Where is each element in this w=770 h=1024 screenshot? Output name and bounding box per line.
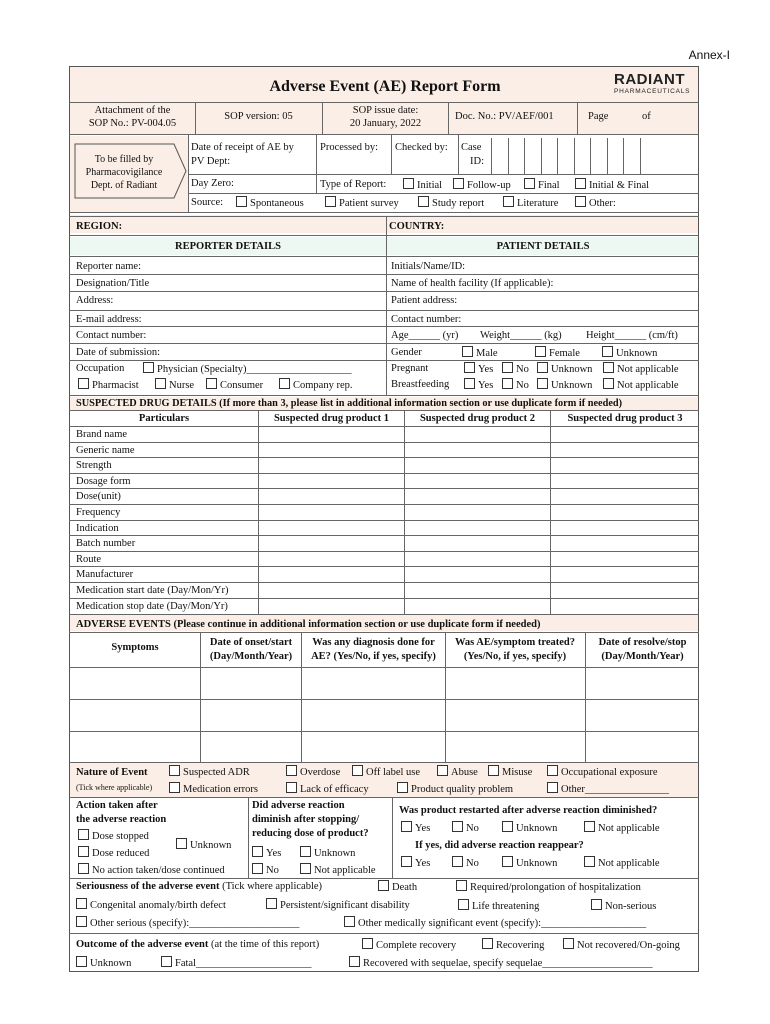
restart-unknown[interactable]: Unknown <box>502 821 557 835</box>
source-spontaneous[interactable]: Spontaneous <box>236 196 304 210</box>
nature-quality-problem[interactable]: Product quality problem <box>397 782 513 796</box>
radiant-logo: RADIANT PHARMACEUTICALS <box>614 71 691 95</box>
outcome-fatal[interactable]: Fatal______________________ <box>161 956 312 970</box>
diagnosis-header-2: AE? (Yes/No, if yes, specify) <box>311 651 436 662</box>
drug-row-label: Strength <box>76 460 112 472</box>
drug-row-divider <box>69 535 699 536</box>
source-other[interactable]: Other: <box>575 196 616 210</box>
reporter-details-heading: REPORTER DETAILS <box>175 241 281 252</box>
source-literature[interactable]: Literature <box>503 196 558 210</box>
onset-header-2: (Day/Month/Year) <box>209 651 293 662</box>
reappear-not-applicable[interactable]: Not applicable <box>584 856 660 870</box>
nature-other[interactable]: Other________________ <box>547 782 669 796</box>
reporter-address-label: Address: <box>76 295 114 306</box>
pv-arrow-line1: To be filled by <box>94 154 154 165</box>
serious-hospitalization[interactable]: Required/prolongation of hospitalization <box>456 880 641 894</box>
outcome-label: Outcome of the adverse event (at the time of this report) <box>76 939 320 950</box>
particulars-header: Particulars <box>138 413 190 424</box>
symptoms-header: Symptoms <box>111 642 159 653</box>
checked-by-label: Checked by: <box>395 142 448 153</box>
diminish-no[interactable]: No <box>252 863 279 877</box>
country-label: COUNTRY: <box>389 221 445 232</box>
drug-1-header: Suspected drug product 1 <box>273 413 390 424</box>
breastfeeding-not-applicable[interactable]: Not applicable <box>603 378 679 392</box>
action-label-2: the adverse reaction <box>76 814 167 825</box>
case-id-label-2: ID: <box>470 156 484 167</box>
report-type-initial[interactable]: Initial <box>403 178 442 192</box>
outcome-not-recovered[interactable]: Not recovered/On-going <box>563 938 680 952</box>
drug-row-label: Indication <box>76 522 119 534</box>
pregnant-not-applicable[interactable]: Not applicable <box>603 362 679 376</box>
serious-death[interactable]: Death <box>378 880 417 894</box>
reappear-no[interactable]: No <box>452 856 479 870</box>
drug-row-divider <box>69 488 699 489</box>
nature-abuse[interactable]: Abuse <box>437 765 478 779</box>
restart-no[interactable]: No <box>452 821 479 835</box>
annex-label: Annex-I <box>688 48 730 62</box>
weight-field: Weight______ (kg) <box>480 330 562 341</box>
occupation-physician[interactable]: Physician (Specialty)____________________ <box>143 362 352 376</box>
email-label: E-mail address: <box>76 314 142 325</box>
nature-occupational[interactable]: Occupational exposure <box>547 765 658 779</box>
processed-by-label: Processed by: <box>320 142 379 153</box>
diminish-label: Did adverse reaction <box>252 800 345 811</box>
onset-header: Date of onset/start <box>209 637 293 648</box>
serious-non-serious[interactable]: Non-serious <box>591 899 656 913</box>
serious-other[interactable]: Other serious (specify):_____________________ <box>76 916 299 930</box>
occupation-label: Occupation <box>76 363 125 374</box>
action-dose-reduced[interactable]: Dose reduced <box>78 846 149 860</box>
nature-misuse[interactable]: Misuse <box>488 765 532 779</box>
diminish-not-applicable[interactable]: Not applicable <box>300 863 376 877</box>
diminish-label-2: diminish after stopping/ <box>252 814 360 825</box>
drug-row-label: Generic name <box>76 444 135 456</box>
report-type-initial-final[interactable]: Initial & Final <box>575 178 649 192</box>
drug-row-label: Brand name <box>76 429 128 440</box>
outcome-unknown[interactable]: Unknown <box>76 956 131 970</box>
drug-row-label: Medication start date (Day/Mon/Yr) <box>76 585 229 596</box>
case-id-label: Case <box>461 142 482 153</box>
nature-sub: (Tick where applicable) <box>76 783 153 792</box>
nature-label: Nature of Event <box>76 767 148 778</box>
drug-row-divider <box>69 582 699 583</box>
drug-row-divider <box>69 504 699 505</box>
patient-contact-label: Contact number: <box>391 314 462 325</box>
pregnant-no[interactable]: No <box>502 362 529 376</box>
patient-address-label: Patient address: <box>391 295 458 306</box>
pregnant-yes[interactable]: Yes <box>464 362 493 376</box>
health-facility-label: Name of health facility (If applicable): <box>391 278 554 289</box>
patient-details-heading: PATIENT DETAILS <box>496 241 590 252</box>
reappear-unknown[interactable]: Unknown <box>502 856 557 870</box>
nature-off-label[interactable]: Off label use <box>352 765 420 779</box>
sop-issue-label: SOP issue date: <box>352 105 419 116</box>
resolve-header: Date of resolve/stop <box>598 637 687 648</box>
pregnant-unknown[interactable]: Unknown <box>537 362 592 376</box>
occupation-pharmacist[interactable]: Pharmacist <box>78 378 139 392</box>
outcome-recovering[interactable]: Recovering <box>482 938 544 952</box>
report-type-label: Type of Report: <box>320 179 387 190</box>
outcome-sequelae[interactable]: Recovered with sequelae, specify sequelae_____________________ <box>349 956 653 970</box>
seriousness-label: Seriousness of the adverse event (Tick where applicable) <box>76 881 323 892</box>
diminish-label-3: reducing dose of product? <box>252 828 369 839</box>
action-no-action[interactable]: No action taken/dose continued <box>78 863 225 877</box>
drug-row-divider <box>69 442 699 443</box>
action-unknown[interactable]: Unknown <box>176 838 231 852</box>
region-band <box>70 215 698 233</box>
doc-number: Doc. No.: PV/AEF/001 <box>455 111 554 122</box>
nature-overdose[interactable]: Overdose <box>286 765 340 779</box>
attachment-value: SOP No.: PV-004.05 <box>88 118 177 129</box>
drug-row-divider <box>69 473 699 474</box>
restart-question: Was product restarted after adverse reaction diminished? <box>399 805 658 816</box>
reappear-question: If yes, did adverse reaction reappear? <box>415 840 584 851</box>
diagnosis-header: Was any diagnosis done for <box>312 637 435 648</box>
treated-header-2: (Yes/No, if yes, specify) <box>463 651 567 662</box>
occupation-company-rep[interactable]: Company rep. <box>279 378 353 392</box>
drug-row-divider <box>69 566 699 567</box>
pregnant-label: Pregnant <box>391 363 429 374</box>
reporter-name-label: Reporter name: <box>76 261 142 272</box>
drug-row-label: Dose(unit) <box>76 491 121 503</box>
sop-version: SOP version: 05 <box>224 111 293 122</box>
reappear-yes[interactable]: Yes <box>401 856 430 870</box>
drug-row-label: Frequency <box>76 507 121 518</box>
drug-row-label: Dosage form <box>76 475 131 487</box>
drug-row-label: Route <box>76 553 102 565</box>
source-patient-survey[interactable]: Patient survey <box>325 196 399 210</box>
breastfeeding-label: Breastfeeding <box>391 379 450 390</box>
restart-not-applicable[interactable]: Not applicable <box>584 821 660 835</box>
region-label: REGION: <box>76 221 123 232</box>
treated-header: Was AE/symptom treated? <box>455 637 575 648</box>
drug-row-label: Batch number <box>76 538 136 550</box>
diminish-yes[interactable]: Yes <box>252 846 281 860</box>
sop-issue-value: 20 January, 2022 <box>349 118 422 129</box>
date-receipt-label-2: PV Dept: <box>191 156 231 167</box>
breastfeeding-no[interactable]: No <box>502 378 529 392</box>
drug-details-heading: SUSPECTED DRUG DETAILS (If more than 3, please list in additional information section or use duplicate form if needed) <box>76 398 623 409</box>
restart-yes[interactable]: Yes <box>401 821 430 835</box>
report-type-final[interactable]: Final <box>524 178 560 192</box>
breastfeeding-yes[interactable]: Yes <box>464 378 493 392</box>
serious-life-threatening[interactable]: Life threatening <box>458 899 539 913</box>
page-of-label: of <box>642 111 651 122</box>
occupation-nurse[interactable]: Nurse <box>155 378 194 392</box>
serious-disability[interactable]: Persistent/significant disability <box>266 898 410 912</box>
drug-row-divider <box>69 520 699 521</box>
form-title: Adverse Event (AE) Report Form <box>269 78 501 95</box>
date-receipt-label: Date of receipt of AE by <box>191 142 294 153</box>
gender-male[interactable]: Male <box>462 346 498 360</box>
drug-3-header: Suspected drug product 3 <box>567 413 683 424</box>
reporter-contact-label: Contact number: <box>76 330 147 341</box>
source-label: Source: <box>191 197 224 208</box>
diminish-unknown[interactable]: Unknown <box>300 846 355 860</box>
drug-row-divider <box>69 457 699 458</box>
pv-arrow-line3: Dept. of Radiant <box>90 180 158 191</box>
nature-suspected-adr[interactable]: Suspected ADR <box>169 765 250 779</box>
drug-row-divider <box>69 551 699 552</box>
outcome-complete-recovery[interactable]: Complete recovery <box>362 938 456 952</box>
report-type-follow-up[interactable]: Follow-up <box>453 178 511 192</box>
serious-congenital[interactable]: Congenital anomaly/birth defect <box>76 898 226 912</box>
serious-other-medical[interactable]: Other medically significant event (specify):____________________ <box>344 916 646 930</box>
patient-initials-label: Initials/Name/ID: <box>391 261 466 272</box>
submission-date-label: Date of submission: <box>76 347 160 358</box>
occupation-consumer[interactable]: Consumer <box>206 378 263 392</box>
gender-female[interactable]: Female <box>535 346 580 360</box>
events-heading: ADVERSE EVENTS (Please continue in additional information section or use duplicate form if needed) <box>76 619 541 630</box>
gender-unknown[interactable]: Unknown <box>602 346 657 360</box>
gender-label: Gender <box>391 347 422 358</box>
pv-arrow-line2: Pharmacovigilance <box>85 167 163 178</box>
height-field: Height______ (cm/ft) <box>586 330 678 341</box>
attachment-label: Attachment of the <box>94 105 171 116</box>
age-field: Age______ (yr) <box>391 330 459 341</box>
drug-row-divider <box>69 598 699 599</box>
day-zero-label: Day Zero: <box>191 178 234 189</box>
drug-row-label: Medication stop date (Day/Mon/Yr) <box>76 600 228 612</box>
resolve-header-2: (Day/Month/Year) <box>601 651 684 662</box>
nature-medication-errors[interactable]: Medication errors <box>169 782 258 796</box>
designation-label: Designation/Title <box>76 278 150 289</box>
drug-row-divider <box>69 426 699 427</box>
action-label: Action taken after <box>76 800 158 811</box>
action-dose-stopped[interactable]: Dose stopped <box>78 829 149 843</box>
source-study-report[interactable]: Study report <box>418 196 484 210</box>
nature-lack-efficacy[interactable]: Lack of efficacy <box>286 782 369 796</box>
drug-2-header: Suspected drug product 2 <box>419 413 536 424</box>
breastfeeding-unknown[interactable]: Unknown <box>537 378 592 392</box>
page-label: Page <box>588 111 609 122</box>
drug-row-label: Manufacturer <box>76 569 134 581</box>
